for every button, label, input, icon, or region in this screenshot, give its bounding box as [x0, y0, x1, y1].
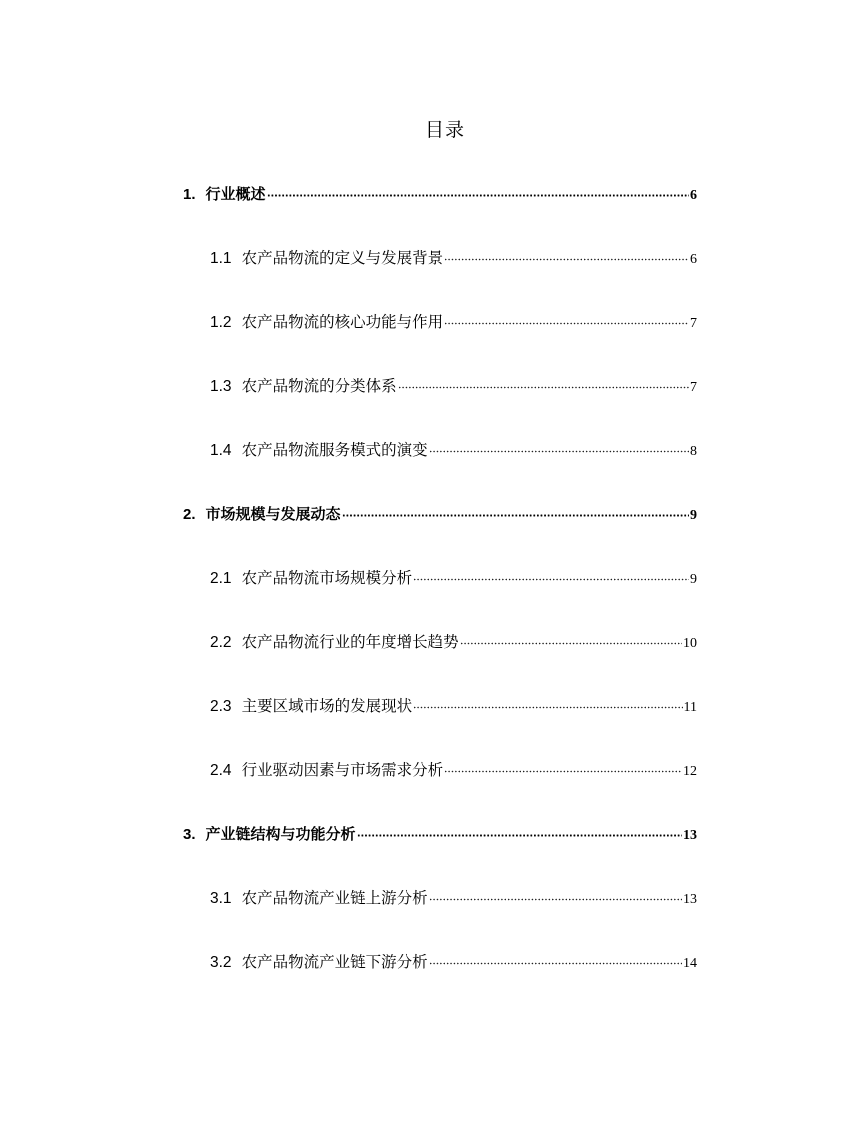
toc-page-number: 8: [690, 444, 697, 459]
toc-entry-1-1[interactable]: [210, 245, 697, 271]
toc-entry-text: 农产品物流的核心功能与作用: [241, 313, 444, 331]
toc-dot-leader: [444, 770, 682, 778]
toc-entry-3-2[interactable]: [210, 949, 697, 975]
toc-dot-leader: [444, 258, 689, 266]
toc-entry-2-2[interactable]: [210, 629, 697, 655]
toc-page-number: 12: [683, 764, 697, 779]
toc-entry-1-3[interactable]: [210, 373, 697, 399]
toc-page-number: 7: [690, 316, 697, 331]
toc-entry-3-1[interactable]: [210, 885, 697, 911]
toc-entry-text: 农产品物流市场规模分析: [241, 569, 413, 587]
toc-page-number: 6: [690, 252, 697, 267]
toc-entry-text: 农产品物流行业的年度增长趋势: [241, 633, 459, 651]
toc-entry-1[interactable]: [183, 181, 697, 207]
toc-entry-1-4[interactable]: [210, 437, 697, 463]
toc-entry-text: 市场规模与发展动态: [205, 505, 341, 523]
toc-entry-2[interactable]: [183, 501, 697, 527]
toc-entry-number: 2.2: [210, 634, 232, 651]
toc-page-number: 6: [690, 188, 697, 203]
page-title: 目录: [424, 119, 465, 141]
toc-dot-leader: [357, 834, 682, 842]
toc-entry-number: 3.2: [210, 954, 232, 971]
toc-entry-number: 3.1: [210, 890, 232, 907]
toc-dot-leader: [342, 514, 689, 522]
toc-dot-leader: [429, 898, 682, 906]
toc-page-number: 13: [683, 828, 697, 843]
toc-page-number: 10: [683, 636, 697, 651]
toc-page-number: 11: [683, 700, 697, 715]
toc-dot-leader: [429, 962, 682, 970]
toc-entry-1-2[interactable]: [210, 309, 697, 335]
toc-dot-leader: [398, 386, 689, 394]
toc-entry-2-4[interactable]: [210, 757, 697, 783]
toc-entry-text: 农产品物流服务模式的演变: [241, 441, 428, 459]
toc-entry-3[interactable]: [183, 821, 697, 847]
toc-dot-leader: [429, 450, 689, 458]
toc-entry-number: 2.4: [210, 762, 232, 779]
toc-entry-number: 1.2: [210, 314, 232, 331]
toc-dot-leader: [444, 322, 689, 330]
toc-page-number: 14: [683, 956, 697, 971]
toc-entry-number: 1.: [183, 186, 196, 203]
toc-entry-text: 农产品物流产业链下游分析: [241, 953, 428, 971]
toc-page-number: 7: [690, 380, 697, 395]
toc-entry-text: 行业概述: [205, 185, 266, 203]
toc-entry-text: 主要区域市场的发展现状: [241, 697, 413, 715]
toc-entry-number: 2.: [183, 506, 196, 523]
toc-dot-leader: [413, 578, 689, 586]
toc-page-number: 13: [683, 892, 697, 907]
toc-entry-number: 2.1: [210, 570, 232, 587]
toc-entry-2-1[interactable]: [210, 565, 697, 591]
toc-entry-number: 1.1: [210, 250, 232, 267]
toc-page-number: 9: [690, 572, 697, 587]
toc-dot-leader: [460, 642, 682, 650]
toc-entry-number: 1.3: [210, 378, 232, 395]
toc-entry-number: 3.: [183, 826, 196, 843]
toc-entry-text: 产业链结构与功能分析: [205, 825, 356, 843]
toc-dot-leader: [413, 706, 682, 714]
toc-page-number: 9: [690, 508, 697, 523]
toc-entry-text: 农产品物流的分类体系: [241, 377, 397, 395]
toc-dot-leader: [267, 194, 689, 202]
toc-entry-2-3[interactable]: [210, 693, 697, 719]
toc-entry-text: 行业驱动因素与市场需求分析: [241, 761, 444, 779]
toc-entry-text: 农产品物流的定义与发展背景: [241, 249, 444, 267]
toc-entry-text: 农产品物流产业链上游分析: [241, 889, 428, 907]
toc-entry-number: 2.3: [210, 698, 232, 715]
toc-entry-number: 1.4: [210, 442, 232, 459]
